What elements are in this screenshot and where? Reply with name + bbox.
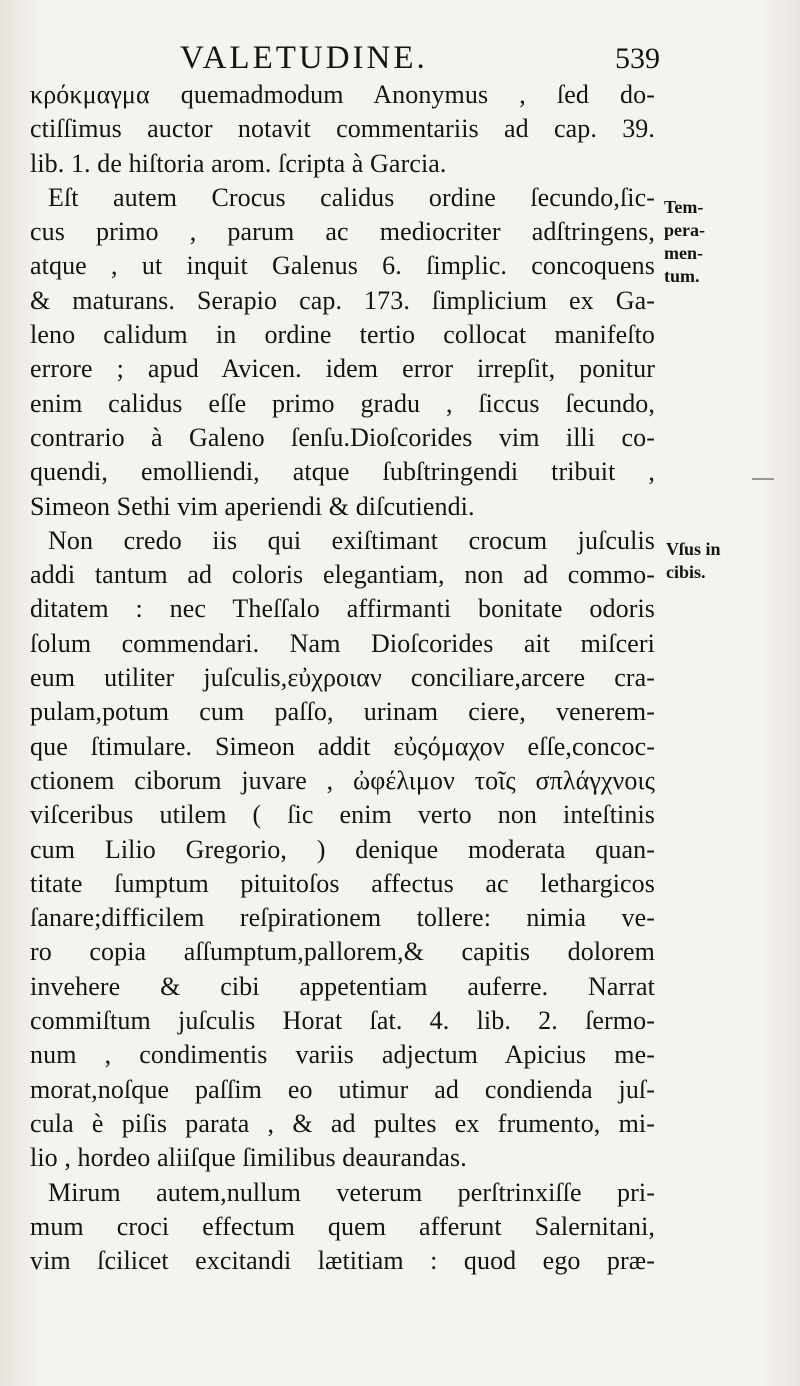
text-line: viſceribus utilem ( ſic enim verto non inteſtinis (30, 800, 655, 830)
text-line: lib. 1. de hiſtoria arom. ſcripta à Garcia. (30, 148, 447, 178)
text-line: morat,noſque paſſim eo utimur ad condienda juſ- (30, 1074, 655, 1104)
text-line: titate ſumptum pituitoſos affectus ac lethargicos (30, 868, 655, 898)
text-line: cus primo , parum ac mediocriter adſtringens, (30, 217, 655, 247)
text-line: addi tantum ad coloris elegantiam, non ad commo- (30, 560, 655, 590)
text-line: Eſt autem Crocus calidus ordine ſecundo,ſic- (48, 182, 655, 212)
text-line: eum utiliter juſculis,εὐχροιαν conciliare,arcere cra- (30, 663, 655, 693)
text-line: & maturans. Serapio cap. 173. ſimplicium ex Ga- (30, 285, 655, 315)
text-line: ſolum commendari. Nam Dioſcorides ait miſceri (30, 628, 655, 658)
text-line: vim ſcilicet excitandi lætitiam : quod ego præ- (30, 1246, 655, 1276)
text-line: quendi, emolliendi, atque ſubſtringendi tribuit , (30, 457, 655, 487)
text-line: errore ; apud Avicen. idem error irrepſit, ponitur (30, 354, 655, 384)
margin-note-line: cibis. (666, 562, 706, 582)
margin-dash (752, 478, 774, 480)
text-line: κρόκμαγμα quemadmodum Anonymus , ſed do- (30, 80, 655, 109)
text-line: cum Lilio Gregorio, ) denique moderata quan- (30, 834, 655, 864)
text-line: enim calidus eſſe primo gradu , ſiccus ſecundo, (30, 388, 655, 418)
running-title: VALETUDINE. (180, 40, 428, 76)
text-line: atque , ut inquit Galenus 6. ſimplic. concoquens (30, 251, 655, 281)
text-line: invehere & cibi appetentiam auferre. Narrat (30, 971, 655, 1001)
margin-note-line: men- (664, 243, 703, 263)
text-line: ctiſſimus auctor notavit commentariis ad cap. 39. (30, 114, 655, 144)
body-text (30, 78, 655, 1278)
text-line: ditatem : nec Theſſalo affirmanti bonitate odoris (30, 594, 655, 624)
text-line: Non credo iis qui exiſtimant crocum juſculis (48, 525, 655, 555)
page-number: 539 (615, 42, 660, 75)
text-line: pulam,potum cum paſſo, urinam ciere, venerem- (30, 697, 655, 727)
text-line: Simeon Sethi vim aperiendi & diſcutiendi. (30, 491, 475, 521)
text-line: lio , hordeo aliiſque ſimilibus deaurandas. (30, 1143, 467, 1173)
margin-note-line: tum. (664, 266, 700, 286)
margin-note-line: Vſus in (666, 539, 721, 559)
text-line: ro copia aſſumptum,pallorem,& capitis dolorem (30, 937, 655, 967)
text-line: Mirum autem,nullum veterum perſtrinxiſſe pri- (48, 1177, 655, 1207)
margin-note-line: pera- (664, 220, 705, 240)
text-line: cula è piſis parata , & ad pultes ex frumento, mi- (30, 1108, 655, 1138)
text-line: ctionem ciborum juvare , ὠφέλιμον τοῖς σπλάγχνοις (30, 765, 655, 795)
text-line: commiſtum juſculis Horat ſat. 4. lib. 2. ſermo- (30, 1006, 655, 1036)
text-line: que ſtimulare. Simeon addit εὐςόμαχον eſſe,concoc- (30, 731, 655, 761)
text-line: contrario à Galeno ſenſu.Dioſcorides vim illi co- (30, 422, 655, 452)
margin-note-usus-in-cibis (666, 538, 766, 584)
text-line: leno calidum in ordine tertio collocat manifeſto (30, 320, 655, 350)
margin-note-temperamentum (664, 196, 724, 288)
text-line: num , condimentis variis adjectum Apicius me- (30, 1040, 655, 1070)
text-line: mum croci effectum quem afferunt Salernitani, (30, 1211, 655, 1241)
text-line: ſanare;difficilem reſpirationem tollere: nimia ve- (30, 903, 655, 933)
margin-note-line: Tem- (664, 197, 704, 217)
